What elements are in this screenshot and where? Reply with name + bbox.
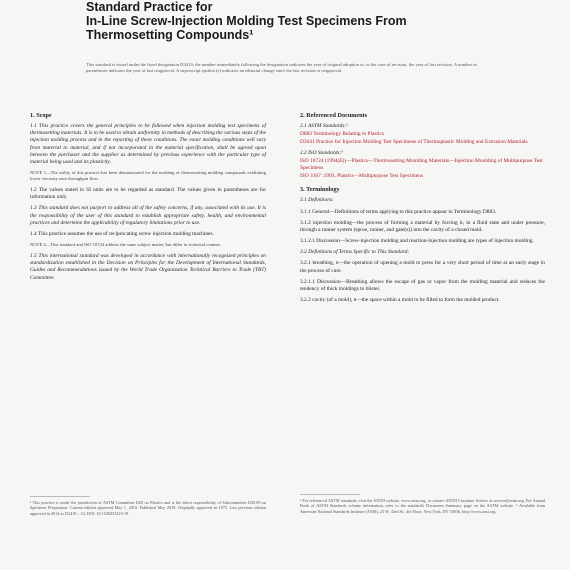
footnote-divider-right <box>300 494 360 495</box>
paragraph-3-1: 3.1 Definitions: <box>300 197 334 204</box>
paragraph-1-5: 1.5 This international standard was developed in accordance with internationally recognized principles on standardization established in the Decision on Principles for the Development of International Standards, Guides and Recommendations issued by the World Trade Organization Technical Barriers to Trade (TBT) Committee. <box>30 253 266 281</box>
note-1: NOTE 1—The utility of this practice has been demonstrated for the molding of thermosetting molding compounds exhibiting lower viscosity ease throughput flow. <box>30 170 266 182</box>
footnote-right: ² For referenced ASTM standards, visit the ASTM website, www.astm.org, or contact ASTM Customer Service at service@astm.org. For Annual Book of ASTM Standards volume information, refer to the standard's Document Summary page on the ASTM website. ³ Available from American National Standards Institute (ANSI), 25 W. 43rd St., 4th Floor, New York, NY 10036, http://www.ansi.org. <box>300 498 545 514</box>
footnote-divider-left <box>30 496 90 497</box>
paragraph-1-4: 1.4 This practice assumes the use of reciprocating screw injection molding machines. <box>30 230 214 237</box>
paragraph-3-1-1: 3.1.1 General—Definitions of terms applying to this practice appear in Terminology D883. <box>300 208 497 215</box>
reference-title-iso-3167[interactable]: :1993, Plastics—Multipurpose Test Specimens <box>322 173 423 180</box>
reference-iso-10724 <box>300 158 545 172</box>
right-column <box>300 112 545 308</box>
reference-title-d883[interactable]: Terminology Relating to Plastics <box>313 131 384 138</box>
reference-link-iso-10724[interactable]: ISO 10724 <box>300 157 324 164</box>
left-column <box>30 112 266 286</box>
paragraph-1-2: 1.2 The values stated in SI units are to be regarded as standard. The values given in parentheses are for information only. <box>30 187 266 201</box>
paragraph-3-1-2-1: 3.1.2.1 Discussion—Screw-injection molding and reaction-injection molding are types of injection molding. <box>300 238 534 245</box>
iso-standards-label: 2.2 ISO Standards:³ <box>300 149 343 156</box>
document-title <box>86 0 407 42</box>
section-heading-terminology: 3. Terminology <box>300 186 340 194</box>
paragraph-1-3: 1.3 This standard does not purport to address all of the safety concerns, if any, associated with its use. It is the responsibility of the user of this standard to establish appropriate safety, health, and environmental practices and determine the applicability of regulatory limitations prior to use. <box>30 205 266 226</box>
title-line-3: Thermosetting Compounds¹ <box>86 28 254 42</box>
footnote-left: ¹ This practice is under the jurisdiction of ASTM Committee D20 on Plastics and is the direct responsibility of Subcommittee D20.09 on Specimen Preparation. Current edition approved May 1, 2019. Published May 2019. Originally approved in 1975. Last previous edition approved in 2014 as D3419 – 14. DOI: 10.1520/D3419-19. <box>30 500 266 516</box>
section-heading-referenced-documents: 2. Referenced Documents <box>300 112 368 119</box>
reference-d883 <box>300 131 545 138</box>
reference-link-d3641[interactable]: D3641 <box>300 139 315 146</box>
title-line-2: In-Line Screw-Injection Molding Test Specimens From <box>86 14 407 28</box>
paragraph-3-2-1-1: 3.2.1.1 Discussion—Breathing allows the escape of gas or vapor from the molding material and reduces the tendency of thick moldings to blister. <box>300 278 545 292</box>
title-line-1: Standard Practice for <box>86 0 213 14</box>
reference-title-d3641[interactable]: Practice for Injection Molding Test Specimens of Thermoplastic Molding and Extrusion Materials <box>316 139 528 146</box>
reference-link-d883[interactable]: D883 <box>300 131 312 138</box>
section-heading-scope: 1. Scope <box>30 112 52 119</box>
reference-title-iso-10724[interactable]: (1994(E))—Plastics—Thermosetting Moulding Materials—Injection Moulding of Multipurpose Test Specimens <box>300 157 543 171</box>
reference-link-iso-3167[interactable]: ISO 3167 <box>300 173 321 180</box>
note-2: NOTE 2—This standard and ISO 10724 address the same subject matter, but differ in technical content. <box>30 242 221 248</box>
paragraph-3-1-2: 3.1.2 injection molding—the process of forming a material by forcing it, in a fluid state and under pressure, through a runner system (sprue, runner, and gate(s)) into the cavity of a closed mold. <box>300 219 545 233</box>
reference-iso-3167 <box>300 173 545 180</box>
reference-d3641 <box>300 139 545 146</box>
paragraph-3-2: 3.2 Definitions of Terms Specific to This Standard: <box>300 249 410 256</box>
designation-note: This standard is issued under the fixed designation D3419; the number immediately following the designation indicates the year of original adoption or, in the case of revision, the year of last revision. A number in parentheses indicates the year of last reapproval. A superscript epsilon (ε) indicates an editorial change since the last revision or reapproval. <box>86 62 477 73</box>
astm-standards-label: 2.1 ASTM Standards:² <box>300 123 348 130</box>
paragraph-3-2-1: 3.2.1 breathing, n—the operation of opening a mold to press for a very short period of time at an early stage in the process of cure. <box>300 260 545 274</box>
paragraph-3-2-2: 3.2.2 cavity (of a mold), n—the space within a mold to be filled to form the molded product. <box>300 296 500 303</box>
paragraph-1-1: 1.1 This practice covers the general principles to be followed when injection molding test specimens of thermosetting materials. It is to be used to obtain uniformity in methods of describing the various steps of the injection molding process and in the reporting of these conditions. The exact molding conditions will vary from material to material, and if not incorporated in the material specification, shall be agreed upon between the purchaser and the supplier as determined by previous experience with the particular type of material being used and its plasticity. <box>30 123 266 165</box>
